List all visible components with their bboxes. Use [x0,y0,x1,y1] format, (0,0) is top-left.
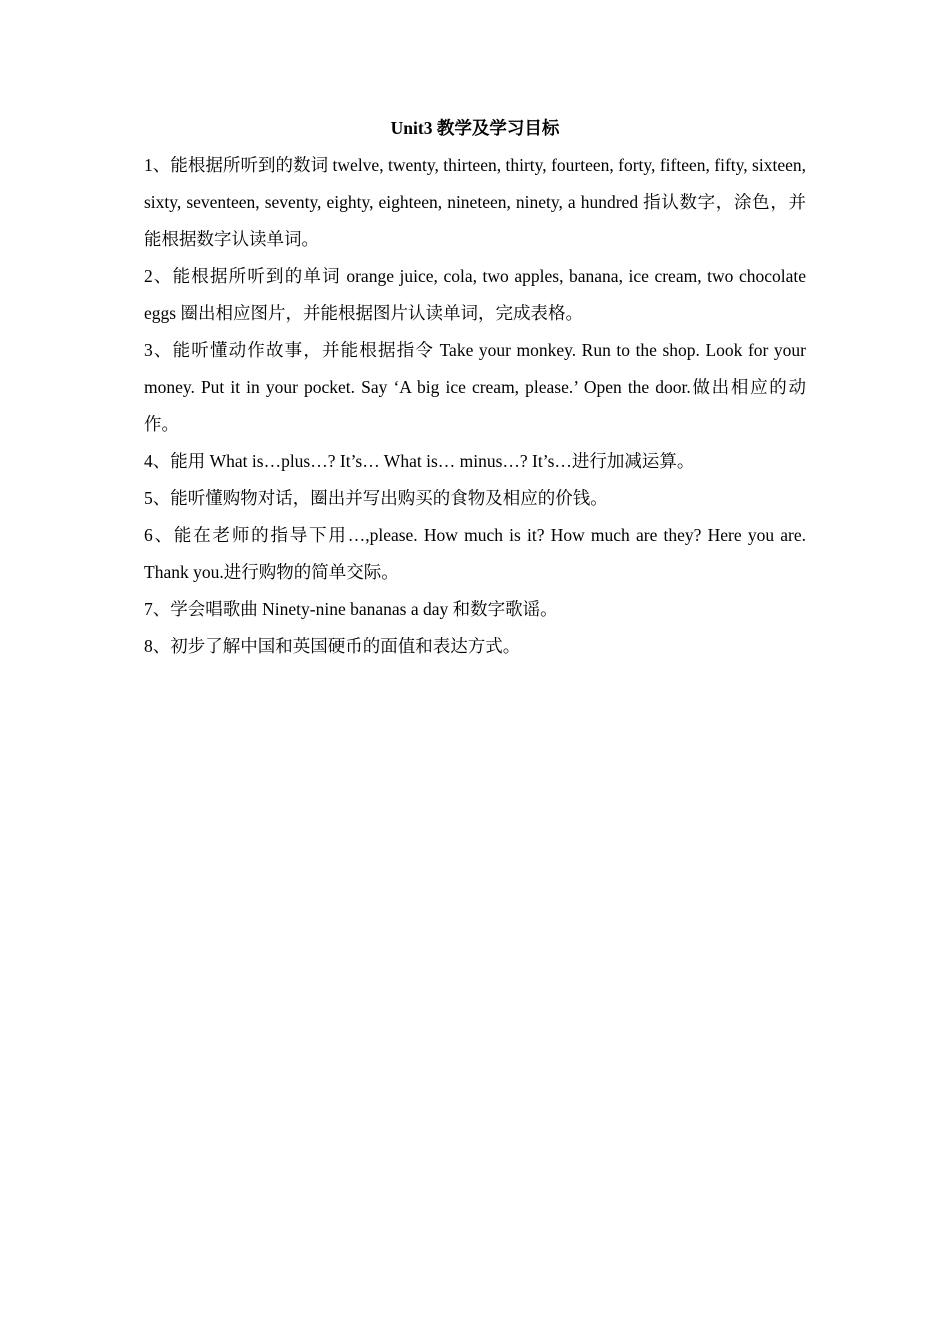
objective-item-5: 5、能听懂购物对话，圈出并写出购买的食物及相应的价钱。 [144,488,608,508]
objective-item-4: 4、能用 What is…plus…? It’s… What is… minus…? It’s…进行加减运算。 [144,451,695,471]
objective-item-7: 7、学会唱歌曲 Ninety-nine bananas a day 和数字歌谣。 [144,599,558,619]
objective-item-6: 6、能在老师的指导下用…,please. How much is it? How much are they? Here you are. Thank you.进行购物的简单交际。 [144,525,806,582]
document-body [144,110,806,665]
objective-item-8: 8、初步了解中国和英国硬币的面值和表达方式。 [144,636,521,656]
objective-item-1: 1、能根据所听到的数词 twelve, twenty, thirteen, thirty, fourteen, forty, fifteen, fifty, sixteen, sixty, seventeen, seventy, eighty, eighteen, nineteen, ninety, a hundred 指认数字，涂色，并能根据数字认读单词。 [144,155,806,249]
objective-item-3: 3、能听懂动作故事，并能根据指令 Take your monkey. Run to the shop. Look for your money. Put it in your pocket. Say ‘A big ice cream, please.’ Open the door.做出相应的动作。 [144,340,806,434]
document-title: Unit3 教学及学习目标 [390,118,560,138]
objective-item-2: 2、能根据所听到的单词 orange juice, cola, two apples, banana, ice cream, two chocolate eggs 圈出相应图片，并能根据图片认读单词，完成表格。 [144,266,806,323]
